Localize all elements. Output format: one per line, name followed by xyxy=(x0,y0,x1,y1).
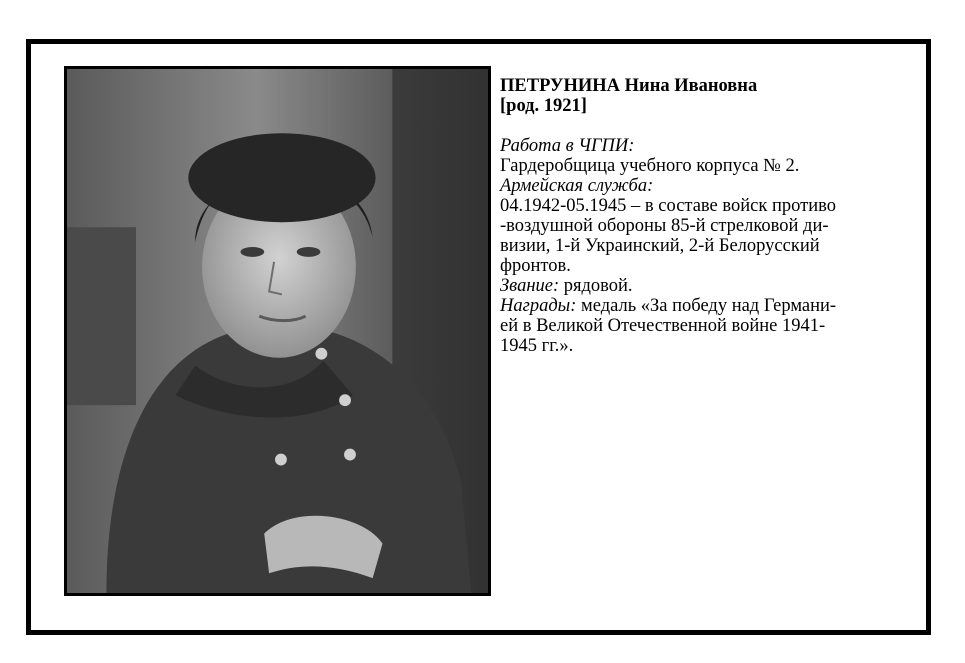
service-line: 04.1942-05.1945 – в составе войск противо xyxy=(500,196,836,216)
work-label: Работа в ЧГПИ: xyxy=(500,136,635,156)
person-name: ПЕТРУНИНА Нина Ивановна xyxy=(500,76,758,96)
awards-row xyxy=(500,296,910,316)
biography-text xyxy=(500,76,910,356)
rank-row xyxy=(500,276,910,296)
rank-label: Звание: xyxy=(500,276,560,296)
portrait-photo xyxy=(64,66,491,596)
portrait-image xyxy=(67,69,488,593)
service-label: Армейская служба: xyxy=(500,176,654,196)
awards-line: 1945 гг.». xyxy=(500,336,574,356)
service-line: визии, 1-й Украинский, 2-й Белорусский xyxy=(500,236,820,256)
birth-year: [род. 1921] xyxy=(500,96,587,116)
awards-line: медаль «За победу над Германи- xyxy=(576,296,837,316)
work-text: Гардеробщица учебного корпуса № 2. xyxy=(500,156,800,176)
awards-label: Награды: xyxy=(500,296,577,316)
rank-value: рядовой. xyxy=(559,276,633,296)
awards-line: ей в Великой Отечественной войне 1941- xyxy=(500,316,826,336)
service-line: фронтов. xyxy=(500,256,571,276)
service-line: -воздушной обороны 85-й стрелковой ди- xyxy=(500,216,829,236)
spacer xyxy=(500,116,910,136)
